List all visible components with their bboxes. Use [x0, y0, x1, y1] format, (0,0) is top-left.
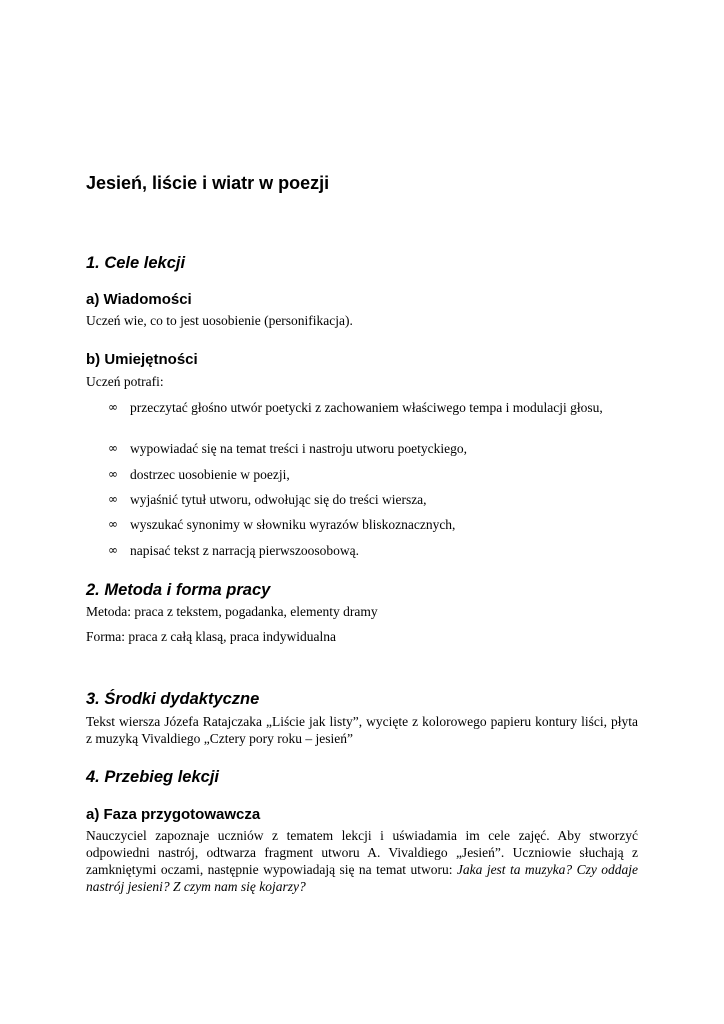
list-item-text: dostrzec uosobienie w poezji, — [130, 467, 290, 482]
section-heading-goals: 1. Cele lekcji — [86, 254, 186, 272]
list-item — [108, 516, 638, 533]
section-heading-materials: 3. Środki dydaktyczne — [86, 690, 260, 708]
subheading-preparation: a) Faza przygotowawcza — [86, 806, 261, 823]
subheading-skills: b) Umiejętności — [86, 351, 198, 368]
materials-text: Tekst wiersza Józefa Ratajczaka „Liście jak listy”, wycięte z kolorowego papieru kontury liści, płyta z muzyką Vivaldiego „Cztery pory roku – jesień” — [86, 714, 638, 746]
form-text: Forma: praca z całą klasą, praca indywidualna — [86, 629, 337, 644]
skills-intro: Uczeń potrafi: — [86, 374, 164, 389]
list-item — [108, 466, 638, 483]
infinity-bullet-icon: ∞ — [108, 492, 118, 506]
infinity-bullet-icon: ∞ — [108, 517, 118, 531]
subheading-knowledge: a) Wiadomości — [86, 291, 192, 308]
infinity-bullet-icon: ∞ — [108, 467, 118, 481]
section-heading-procedure: 4. Przebieg lekcji — [86, 768, 219, 786]
list-item — [108, 440, 638, 457]
section-heading-method: 2. Metoda i forma pracy — [86, 581, 271, 599]
list-item-text: wyjaśnić tytuł utworu, odwołując się do treści wiersza, — [130, 492, 427, 507]
list-item — [108, 542, 638, 559]
list-item — [108, 399, 638, 416]
infinity-bullet-icon: ∞ — [108, 441, 118, 455]
preparation-text-body: Nauczyciel zapoznaje uczniów z tematem lekcji i uświadamia im cele zajęć. Aby stworzyć odpowiedni nastrój, odtwarza fragment utworu A. Vivaldiego „Jesień”. Uczniowie słuchają z zamkniętymi oczami, następnie wypowiadają się na temat utworu: — [86, 828, 638, 877]
list-item — [108, 491, 638, 508]
knowledge-text: Uczeń wie, co to jest uosobienie (personifikacja). — [86, 313, 353, 328]
infinity-bullet-icon: ∞ — [108, 400, 118, 414]
document-title: Jesień, liście i wiatr w poezji — [86, 173, 330, 193]
method-text: Metoda: praca z tekstem, pogadanka, elementy dramy — [86, 604, 378, 619]
list-item-text: napisać tekst z narracją pierwszoosobową. — [130, 543, 360, 558]
preparation-questions: Jaka jest ta muzyka? Czy oddaje nastrój jesieni? Z czym nam się kojarzy? — [86, 862, 638, 894]
infinity-bullet-icon: ∞ — [108, 543, 118, 557]
preparation-text — [86, 827, 638, 895]
list-item-text: wypowiadać się na temat treści i nastroju utworu poetyckiego, — [130, 441, 468, 456]
list-item-text: wyszukać synonimy w słowniku wyrazów bliskoznacznych, — [130, 517, 456, 532]
list-item-text: przeczytać głośno utwór poetycki z zachowaniem właściwego tempa i modulacji głosu, — [130, 400, 603, 415]
